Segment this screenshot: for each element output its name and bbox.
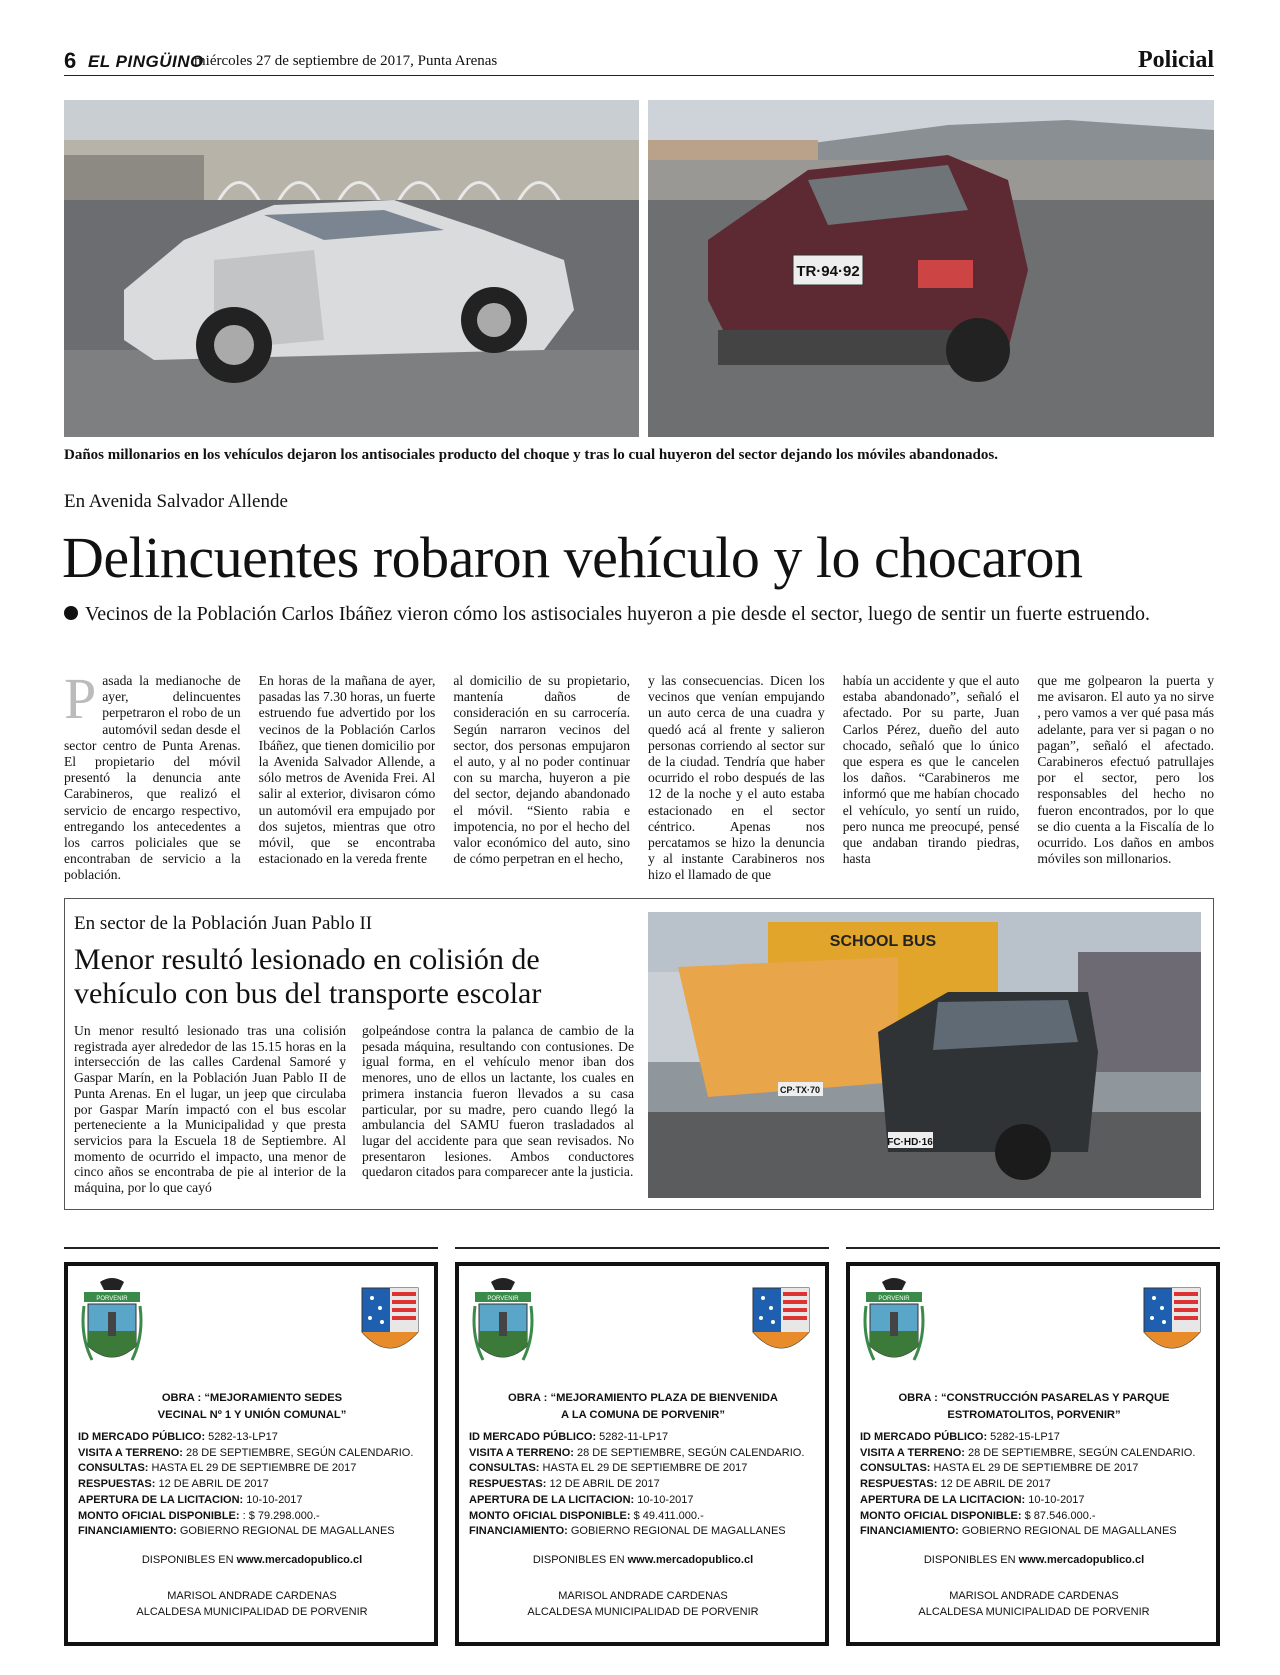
porvenir-crest-icon: [80, 1276, 144, 1376]
ad-obra-title: [469, 1390, 817, 1424]
article-column-2: En horas de la mañana de ayer, pasadas las 7.30 horas, un fuerte estruendo fue advertido por los vecinos de la Población Carlos Ibáñez, que tienen domicilio por la Avenida Salvador Allende, a sólo metros de Avenida Frei. Al salir al exterior, divisaron cómo un automóvil era empujado por dos sujetos, mientras que otro móvil, que se encontraba estacionado en la vereda frente: [258, 673, 436, 867]
crest-text: PORVENIR: [878, 1296, 910, 1302]
ad-signature: [78, 1589, 426, 1620]
ad-signature: [860, 1589, 1208, 1620]
photo-caption: Daños millonarios en los vehículos dejaron los antisociales producto del choque y tras lo cual huyeron del sector dejando los móviles abandonados.: [64, 447, 998, 463]
article-kicker: En Avenida Salvador Allende: [64, 491, 288, 512]
signer-name: MARISOL ANDRADE CARDENAS: [949, 1590, 1119, 1602]
mercadopublico-link[interactable]: www.mercadopublico.cl: [627, 1554, 754, 1566]
crest-text: PORVENIR: [96, 1296, 128, 1302]
detail-monto: MONTO OFICIAL DISPONIBLE: : $ 79.298.000.-: [78, 1509, 320, 1522]
section-title: Policial: [1138, 47, 1214, 73]
date-line: miércoles 27 de septiembre de 2017, Punta Arenas: [194, 53, 498, 69]
ad-availability: DISPONIBLES EN www.mercadopublico.cl: [532, 1554, 754, 1566]
article-column-5: había un accidente y que el auto estaba abandonado”, señaló el afectado. Por su parte, Juan Carlos Pérez, dueño del auto chocado, señaló que lo único que espera es que le cancelen los daños. “Carabineros me informó que me habían chocado el vehículo, yo sentí un ruido, pero nunca me preocupé, pensé que andaban tirando piedras, hasta: [842, 673, 1020, 867]
obra-line-2: VECINAL Nº 1 Y UNIÓN COMUNAL”: [157, 1409, 347, 1421]
detail-respuestas: RESPUESTAS: 12 DE ABRIL DE 2017: [860, 1478, 1051, 1491]
detail-id: ID MERCADO PÚBLICO: 5282-13-LP17: [78, 1431, 278, 1443]
signer-title: ALCALDESA MUNICIPALIDAD DE PORVENIR: [918, 1605, 1150, 1618]
tender-ad-2: [455, 1262, 829, 1646]
secondary-column-2: golpeándose contra la palanca de cambio de la pesada máquina, resultando con contusiones. De igual forma, en el vehículo menor iban dos menores, uno de ellos un lactante, los cuales en primera instancia fueron llevados a su casa particular, por su madre, pero cuando llegó la ambulancia del SAMU fueron trasladados al lugar del accidente para que sean revisados. No presentaron lesiones. Ambos conductores quedaron citados para comparecer ante la justicia.: [362, 1023, 634, 1180]
jeep-plate: FC·HD·16: [887, 1137, 933, 1148]
magallanes-crest-icon: [749, 1284, 813, 1364]
secondary-article: [64, 898, 1214, 1210]
tender-ad-3: [846, 1262, 1220, 1646]
mercadopublico-link[interactable]: www.mercadopublico.cl: [236, 1554, 363, 1566]
detail-respuestas: RESPUESTAS: 12 DE ABRIL DE 2017: [469, 1478, 660, 1491]
detail-visita: VISITA A TERRENO: 28 DE SEPTIEMBRE, SEGÚN CALENDARIO.: [78, 1446, 414, 1459]
porvenir-crest-icon: [862, 1276, 926, 1376]
detail-consultas: CONSULTAS: HASTA EL 29 DE SEPTIEMBRE DE 2017: [469, 1462, 748, 1475]
ad-details: [860, 1430, 1208, 1540]
article-deck: [64, 603, 1214, 626]
article-body: [64, 673, 1214, 883]
secondary-column-1: Un menor resultó lesionado tras una colisión registrada ayer alrededor de las 15.15 horas en la intersección de las calles Cardenal Samoré y Gaspar Marín, en la Población Juan Pablo II de Punta Arenas. En el lugar, un jeep que circulaba por Gaspar Marín impactó con el bus escolar perteneciente a la Municipalidad y que presta servicios para la Escuela 18 de Septiembre. Al momento de ocurrido el impacto, una menor de cinco años se encontraba de pie al interior de la máquina, por lo que cayó: [74, 1023, 346, 1196]
license-plate: TR·94·92: [796, 263, 860, 280]
deck-text: Vecinos de la Población Carlos Ibáñez vieron cómo los astisociales huyeron a pie desde el sector, luego de sentir un fuerte estruendo.: [85, 603, 1150, 625]
photo-damaged-sedan: [64, 100, 639, 437]
detail-visita: VISITA A TERRENO: 28 DE SEPTIEMBRE, SEGÚN CALENDARIO.: [860, 1446, 1196, 1459]
newspaper-logo: EL PINGÜINO: [88, 52, 204, 71]
signer-name: MARISOL ANDRADE CARDENAS: [167, 1590, 337, 1602]
detail-apertura: APERTURA DE LA LICITACION: 10-10-2017: [860, 1493, 1085, 1506]
column-text: asada la medianoche de ayer, delincuentes perpetraron el robo de un automóvil sedan desde el sector centro de Punta Arenas. El propietario del móvil presentó la denuncia ante Carabineros, que realizó el servicio de encargo respectivo, entregando los antecedentes a los carros policiales que se encontraban de servicio a la población.: [64, 673, 241, 883]
detail-financiamiento: FINANCIAMIENTO: GOBIERNO REGIONAL DE MAGALLANES: [78, 1525, 395, 1538]
ad-details: [78, 1430, 426, 1540]
ad-obra-title: [78, 1390, 426, 1424]
ad-obra-title: [860, 1390, 1208, 1424]
magallanes-crest-icon: [358, 1284, 422, 1364]
article-column-3: al domicilio de su propietario, mantenía daños de consideración en su carrocería. Según narraron vecinos del sector, dos personas empujaron el auto, y al no poder continuar con su marcha, huyeron a pie del sector, dejando abandonado el móvil. “Siento rabia e impotencia, no por el hecho del valor económico del auto, sino de cómo perpetran en el hecho,: [453, 673, 631, 867]
tender-ad-1: [64, 1262, 438, 1646]
ad-divider-1: [64, 1247, 438, 1249]
crest-text: PORVENIR: [487, 1296, 519, 1302]
detail-consultas: CONSULTAS: HASTA EL 29 DE SEPTIEMBRE DE 2017: [78, 1462, 357, 1475]
ad-details: [469, 1430, 817, 1540]
bus-plate: CP·TX·70: [779, 1085, 821, 1095]
signer-title: ALCALDESA MUNICIPALIDAD DE PORVENIR: [136, 1605, 368, 1618]
obra-line-1: OBRA : “MEJORAMIENTO SEDES: [161, 1392, 343, 1404]
detail-visita: VISITA A TERRENO: 28 DE SEPTIEMBRE, SEGÚN CALENDARIO.: [469, 1446, 805, 1459]
detail-consultas: CONSULTAS: HASTA EL 29 DE SEPTIEMBRE DE 2017: [860, 1462, 1139, 1475]
photo-bus-collision: [648, 912, 1201, 1198]
secondary-body: [74, 1023, 634, 1205]
photo-damaged-red-car: [648, 100, 1214, 437]
bus-sign: SCHOOL BUS: [829, 933, 937, 950]
obra-line-1: OBRA : “CONSTRUCCIÓN PASARELAS Y PARQUE: [898, 1392, 1170, 1404]
secondary-kicker: En sector de la Población Juan Pablo II: [74, 913, 373, 934]
detail-apertura: APERTURA DE LA LICITACION: 10-10-2017: [469, 1493, 694, 1506]
detail-id: ID MERCADO PÚBLICO: 5282-11-LP17: [469, 1431, 669, 1443]
detail-id: ID MERCADO PÚBLICO: 5282-15-LP17: [860, 1431, 1060, 1443]
signer-title: ALCALDESA MUNICIPALIDAD DE PORVENIR: [527, 1605, 759, 1618]
magallanes-crest-icon: [1140, 1284, 1204, 1364]
detail-apertura: APERTURA DE LA LICITACION: 10-10-2017: [78, 1493, 303, 1506]
obra-line-1: OBRA : “MEJORAMIENTO PLAZA DE BIENVENIDA: [508, 1392, 778, 1404]
article-column-1: [64, 673, 241, 883]
ad-availability: DISPONIBLES EN www.mercadopublico.cl: [923, 1554, 1145, 1566]
ad-availability: DISPONIBLES EN www.mercadopublico.cl: [141, 1554, 363, 1566]
obra-line-2: A LA COMUNA DE PORVENIR”: [561, 1409, 725, 1421]
article-column-4: y las consecuencias. Dicen los vecinos que venían empujando un auto cerca de una cuadra y quedó acá al frente y salieron personas corriendo al sector sur de la ciudad. Tendría que haber ocurrido el robo después de las 12 de la noche y el auto estaba estacionado en el sector céntrico. Apenas nos percatamos se hizo la denuncia y al instante Carabineros nos hizo el llamado de que: [648, 673, 825, 883]
ad-signature: [469, 1589, 817, 1620]
drop-cap: P: [64, 673, 97, 731]
bullet-icon: [64, 606, 78, 620]
article-headline: Delincuentes robaron vehículo y lo chocaron: [62, 525, 1083, 590]
secondary-headline: Menor resultó lesionado en colisión de vehículo con bus del transporte escolar: [74, 943, 542, 1010]
detail-financiamiento: FINANCIAMIENTO: GOBIERNO REGIONAL DE MAGALLANES: [860, 1525, 1177, 1538]
porvenir-crest-icon: [471, 1276, 535, 1376]
signer-name: MARISOL ANDRADE CARDENAS: [558, 1590, 728, 1602]
detail-respuestas: RESPUESTAS: 12 DE ABRIL DE 2017: [78, 1478, 269, 1491]
mercadopublico-link[interactable]: www.mercadopublico.cl: [1018, 1554, 1145, 1566]
obra-line-2: ESTROMATOLITOS, PORVENIR”: [947, 1409, 1121, 1421]
detail-monto: MONTO OFICIAL DISPONIBLE: $ 49.411.000.-: [469, 1509, 704, 1522]
ad-divider-3: [846, 1247, 1220, 1249]
detail-financiamiento: FINANCIAMIENTO: GOBIERNO REGIONAL DE MAGALLANES: [469, 1525, 786, 1538]
page-number: 6: [64, 48, 77, 73]
article-column-6: que me golpearon la puerta y me avisaron. El auto ya no sirve , pero vamos a ver qué pasa más adelante, para ver si pagan o no pagan”, señaló el afectado. Carabineros efectuó patrullajes por el sector, pero los responsables del hecho no fueron encontrados, por lo que se dio cuenta a la Fiscalía de lo ocurrido. Los daños en ambos móviles son millonarios.: [1037, 673, 1215, 867]
detail-monto: MONTO OFICIAL DISPONIBLE: $ 87.546.000.-: [860, 1509, 1096, 1522]
ad-divider-2: [455, 1247, 829, 1249]
page-header: [64, 48, 1214, 76]
